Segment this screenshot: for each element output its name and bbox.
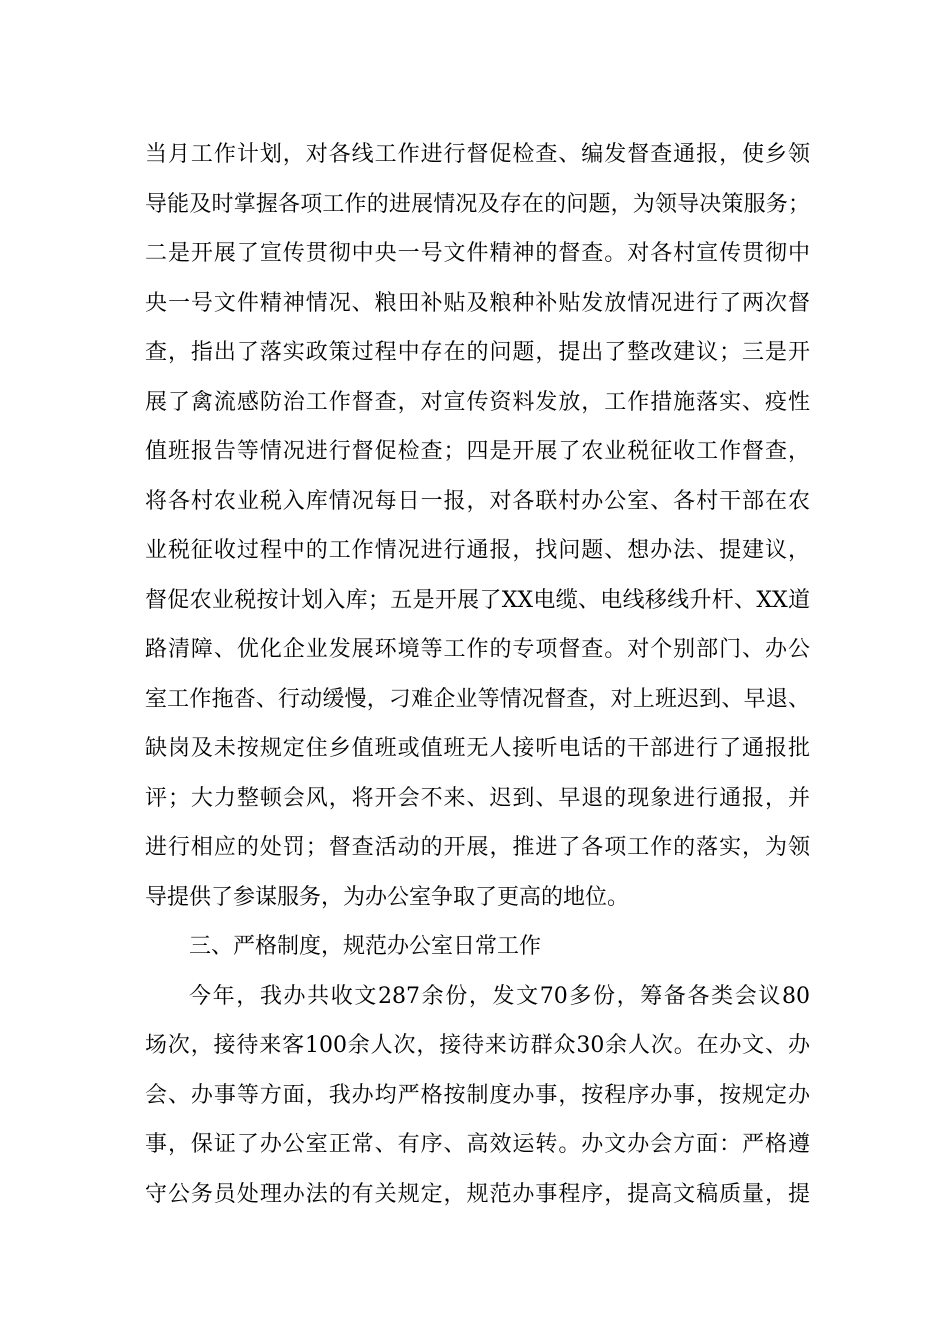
text-line: 路清障、优化企业发展环境等工作的专项督查。对个别部门、办公 bbox=[145, 637, 810, 662]
text-line: 央一号文件精神情况、粮田补贴及粮种补贴发放情况进行了两次督 bbox=[145, 290, 810, 316]
text-line: 值班报告等情况进行督促检查；四是开展了农业税征收工作督查， bbox=[145, 439, 810, 464]
text-line: 室工作拖沓、行动缓慢，刁难企业等情况督查，对上班迟到、早退、 bbox=[145, 686, 810, 712]
text-line: 二是开展了宣传贯彻中央一号文件精神的督查。对各村宣传贯彻中 bbox=[145, 241, 810, 266]
document-body bbox=[145, 130, 810, 1219]
text-line: 查，指出了落实政策过程中存在的问题，提出了整改建议；三是开 bbox=[145, 340, 810, 365]
text-line: 督促农业税按计划入库；五是开展了XX电缆、电线移线升杆、XX道 bbox=[145, 587, 810, 613]
text-line: 当月工作计划，对各线工作进行督促检查、编发督查通报，使乡领 bbox=[145, 142, 810, 167]
text-line: 进行相应的处罚；督查活动的开展，推进了各项工作的落实，为领 bbox=[145, 835, 810, 860]
text-line: 会、办事等方面，我办均严格按制度办事，按程序办事，按规定办 bbox=[145, 1082, 810, 1108]
text-line: 场次，接待来客100余人次，接待来访群众30余人次。在办文、办 bbox=[145, 1033, 810, 1058]
text-line: 今年，我办共收文287余份，发文70多份，筹备各类会议80 bbox=[189, 983, 810, 1009]
text-line: 事，保证了办公室正常、有序、高效运转。办文办会方面：严格遵 bbox=[145, 1132, 810, 1157]
text-line: 展了禽流感防治工作督查，对宣传资料发放，工作措施落实、疫性 bbox=[145, 389, 810, 415]
text-line: 导能及时掌握各项工作的进展情况及存在的问题，为领导决策服务； bbox=[145, 191, 810, 217]
text-line: 将各村农业税入库情况每日一报，对各联村办公室、各村干部在农 bbox=[145, 488, 810, 514]
text-line: 守公务员处理办法的有关规定，规范办事程序，提高文稿质量，提 bbox=[145, 1181, 810, 1207]
text-line: 导提供了参谋服务，为办公室争取了更高的地位。 bbox=[145, 884, 630, 910]
text-line: 缺岗及未按规定住乡值班或值班无人接听电话的干部进行了通报批 bbox=[145, 736, 810, 761]
text-line: 业税征收过程中的工作情况进行通报，找问题、想办法、提建议， bbox=[145, 538, 810, 563]
text-line: 评；大力整顿会风，将开会不来、迟到、早退的现象进行通报，并 bbox=[145, 785, 810, 811]
section-heading: 三、严格制度，规范办公室日常工作 bbox=[189, 934, 542, 959]
